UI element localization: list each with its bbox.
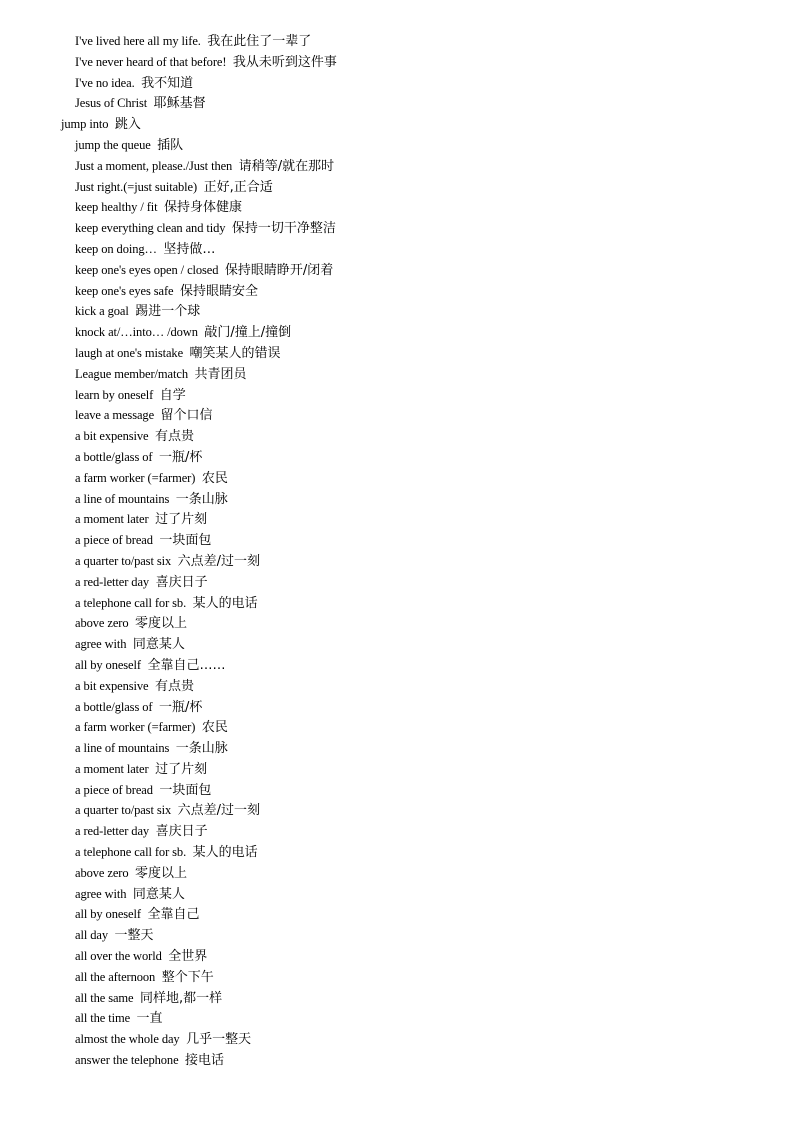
english-phrase: a piece of bread: [75, 533, 153, 548]
phrase-entry: [0, 197, 794, 218]
phrase-entry: [0, 489, 794, 510]
english-phrase: a line of mountains: [75, 491, 170, 506]
phrase-entry: [0, 925, 794, 946]
phrase-entry: [0, 634, 794, 655]
english-phrase: keep one's eyes safe: [75, 283, 174, 298]
phrase-entry: [0, 821, 794, 842]
phrase-entry: [0, 530, 794, 551]
chinese-translation: 过了片刻: [155, 761, 208, 777]
english-phrase: a piece of bread: [75, 782, 153, 797]
english-phrase: Just right.(=just suitable): [75, 179, 198, 194]
chinese-translation: 农民: [201, 470, 228, 486]
chinese-translation: 过了片刻: [155, 512, 208, 528]
chinese-translation: 我从未听到这件事: [232, 54, 337, 70]
chinese-translation: 一瓶/杯: [158, 449, 203, 465]
chinese-translation: 留个口信: [160, 408, 213, 424]
phrase-entry: [0, 468, 794, 489]
phrase-entry: [0, 509, 794, 530]
english-phrase: agree with: [75, 637, 127, 652]
phrase-entry: [0, 593, 794, 614]
phrase-entry: [0, 343, 794, 364]
phrase-entry: [0, 717, 794, 738]
english-phrase: League member/match: [75, 366, 188, 381]
phrase-entry: [0, 967, 794, 988]
chinese-translation: 一条山脉: [175, 491, 228, 507]
phrase-list: [0, 31, 794, 1071]
chinese-translation: 接电话: [185, 1053, 225, 1069]
chinese-translation: 坚持做…: [163, 241, 216, 257]
english-phrase: keep everything clean and tidy: [75, 221, 226, 236]
phrase-entry: [0, 1008, 794, 1029]
phrase-entry: [0, 676, 794, 697]
chinese-translation: 一块面包: [159, 533, 212, 549]
chinese-translation: 全靠自己: [147, 907, 200, 923]
chinese-translation: 保持眼睛睁开/闭着: [224, 262, 334, 278]
english-phrase: I've lived here all my life.: [75, 34, 201, 48]
chinese-translation: 整个下午: [161, 969, 214, 985]
phrase-entry: [0, 738, 794, 759]
english-phrase: a farm worker (=farmer): [75, 720, 196, 735]
phrase-entry: [0, 218, 794, 239]
english-phrase: a bit expensive: [75, 429, 149, 444]
chinese-translation: 正好,正合适: [203, 179, 273, 195]
english-phrase: leave a message: [75, 408, 155, 423]
phrase-entry: [0, 93, 794, 114]
english-phrase: all day: [75, 928, 108, 943]
english-phrase: a quarter to/past six: [75, 553, 172, 568]
english-phrase: keep one's eyes open / closed: [75, 262, 219, 277]
phrase-entry: [0, 260, 794, 281]
phrase-entry: [0, 114, 794, 135]
english-phrase: laugh at one's mistake: [75, 345, 184, 360]
phrase-entry: [0, 426, 794, 447]
phrase-entry: [0, 322, 794, 343]
chinese-translation: 六点差/过一刻: [177, 803, 261, 819]
chinese-translation: 我不知道: [141, 75, 194, 91]
phrase-entry: [0, 551, 794, 572]
phrase-entry: [0, 156, 794, 177]
chinese-translation: 农民: [201, 720, 228, 736]
english-phrase: all by oneself: [75, 907, 141, 922]
chinese-translation: 一条山脉: [175, 741, 228, 757]
phrase-entry: [0, 780, 794, 801]
chinese-translation: 自学: [159, 387, 186, 403]
chinese-translation: 全世界: [168, 949, 208, 965]
english-phrase: all the time: [75, 1011, 131, 1026]
english-phrase: all over the world: [75, 949, 162, 964]
english-phrase: jump the queue: [75, 137, 151, 152]
english-phrase: almost the whole day: [75, 1032, 180, 1047]
chinese-translation: 跳入: [114, 117, 141, 133]
english-phrase: a moment later: [75, 512, 149, 527]
chinese-translation: 我在此住了一辈了: [207, 34, 312, 49]
phrase-entry: [0, 655, 794, 676]
english-phrase: Jesus of Christ: [75, 96, 148, 111]
english-phrase: kick a goal: [75, 304, 129, 319]
english-phrase: a telephone call for sb.: [75, 595, 187, 610]
english-phrase: answer the telephone: [75, 1053, 179, 1068]
english-phrase: jump into: [61, 117, 109, 132]
english-phrase: agree with: [75, 886, 127, 901]
chinese-translation: 敲门/撞上/撞倒: [204, 325, 292, 341]
phrase-entry: [0, 572, 794, 593]
english-phrase: a bottle/glass of: [75, 699, 153, 714]
chinese-translation: 一块面包: [159, 782, 212, 798]
chinese-translation: 同意某人: [132, 886, 185, 902]
english-phrase: I've no idea.: [75, 75, 135, 90]
phrase-entry: [0, 52, 794, 73]
chinese-translation: 某人的电话: [192, 845, 258, 861]
english-phrase: keep on doing…: [75, 241, 157, 256]
phrase-entry: [0, 904, 794, 925]
phrase-entry: [0, 177, 794, 198]
phrase-entry: [0, 613, 794, 634]
chinese-translation: 同样地,都一样: [140, 990, 223, 1006]
chinese-translation: 零度以上: [134, 865, 187, 881]
phrase-entry: [0, 759, 794, 780]
phrase-entry: [0, 800, 794, 821]
phrase-entry: [0, 1029, 794, 1050]
chinese-translation: 一瓶/杯: [158, 699, 203, 715]
english-phrase: all the same: [75, 990, 134, 1005]
chinese-translation: 六点差/过一刻: [177, 553, 261, 569]
chinese-translation: 一直: [136, 1011, 163, 1027]
english-phrase: all by oneself: [75, 657, 141, 672]
phrase-entry: [0, 135, 794, 156]
phrase-entry: [0, 301, 794, 322]
english-phrase: above zero: [75, 616, 129, 631]
english-phrase: a red-letter day: [75, 574, 150, 589]
chinese-translation: 耶稣基督: [153, 96, 206, 112]
phrase-entry: [0, 447, 794, 468]
phrase-entry: [0, 946, 794, 967]
chinese-translation: 插队: [157, 137, 184, 153]
chinese-translation: 零度以上: [134, 616, 187, 632]
chinese-translation: 几乎一整天: [186, 1032, 252, 1048]
phrase-entry: [0, 364, 794, 385]
chinese-translation: 喜庆日子: [155, 574, 208, 590]
chinese-translation: 共青团员: [194, 366, 247, 382]
english-phrase: a bit expensive: [75, 678, 149, 693]
english-phrase: I've never heard of that before!: [75, 54, 227, 69]
chinese-translation: 同意某人: [132, 637, 185, 653]
english-phrase: a moment later: [75, 761, 149, 776]
english-phrase: knock at/…into… /down: [75, 325, 198, 340]
english-phrase: a telephone call for sb.: [75, 845, 187, 860]
phrase-entry: [0, 239, 794, 260]
chinese-translation: 踢进一个球: [135, 304, 201, 320]
chinese-translation: 有点贵: [154, 678, 194, 694]
phrase-entry: [0, 842, 794, 863]
chinese-translation: 保持眼睛安全: [179, 283, 258, 299]
chinese-translation: 有点贵: [154, 429, 194, 445]
phrase-entry: [0, 884, 794, 905]
phrase-entry: [0, 31, 794, 52]
chinese-translation: 保持一切干净整洁: [231, 221, 336, 237]
english-phrase: above zero: [75, 865, 129, 880]
english-phrase: a bottle/glass of: [75, 449, 153, 464]
english-phrase: learn by oneself: [75, 387, 154, 402]
english-phrase: all the afternoon: [75, 969, 156, 984]
phrase-entry: [0, 385, 794, 406]
phrase-entry: [0, 405, 794, 426]
english-phrase: a red-letter day: [75, 824, 150, 839]
english-phrase: a quarter to/past six: [75, 803, 172, 818]
english-phrase: Just a moment, please./Just then: [75, 158, 233, 173]
english-phrase: a line of mountains: [75, 741, 170, 756]
chinese-translation: 嘲笑某人的错误: [189, 345, 281, 361]
chinese-translation: 请稍等/就在那时: [238, 158, 335, 174]
chinese-translation: 喜庆日子: [155, 824, 208, 840]
phrase-entry: [0, 988, 794, 1009]
chinese-translation: 某人的电话: [192, 595, 258, 611]
english-phrase: keep healthy / fit: [75, 200, 158, 215]
chinese-translation: 全靠自己……: [147, 657, 226, 673]
chinese-translation: 一整天: [114, 928, 154, 944]
phrase-entry: [0, 1050, 794, 1071]
phrase-entry: [0, 73, 794, 94]
phrase-entry: [0, 863, 794, 884]
chinese-translation: 保持身体健康: [164, 200, 243, 216]
phrase-entry: [0, 697, 794, 718]
english-phrase: a farm worker (=farmer): [75, 470, 196, 485]
phrase-entry: [0, 281, 794, 302]
